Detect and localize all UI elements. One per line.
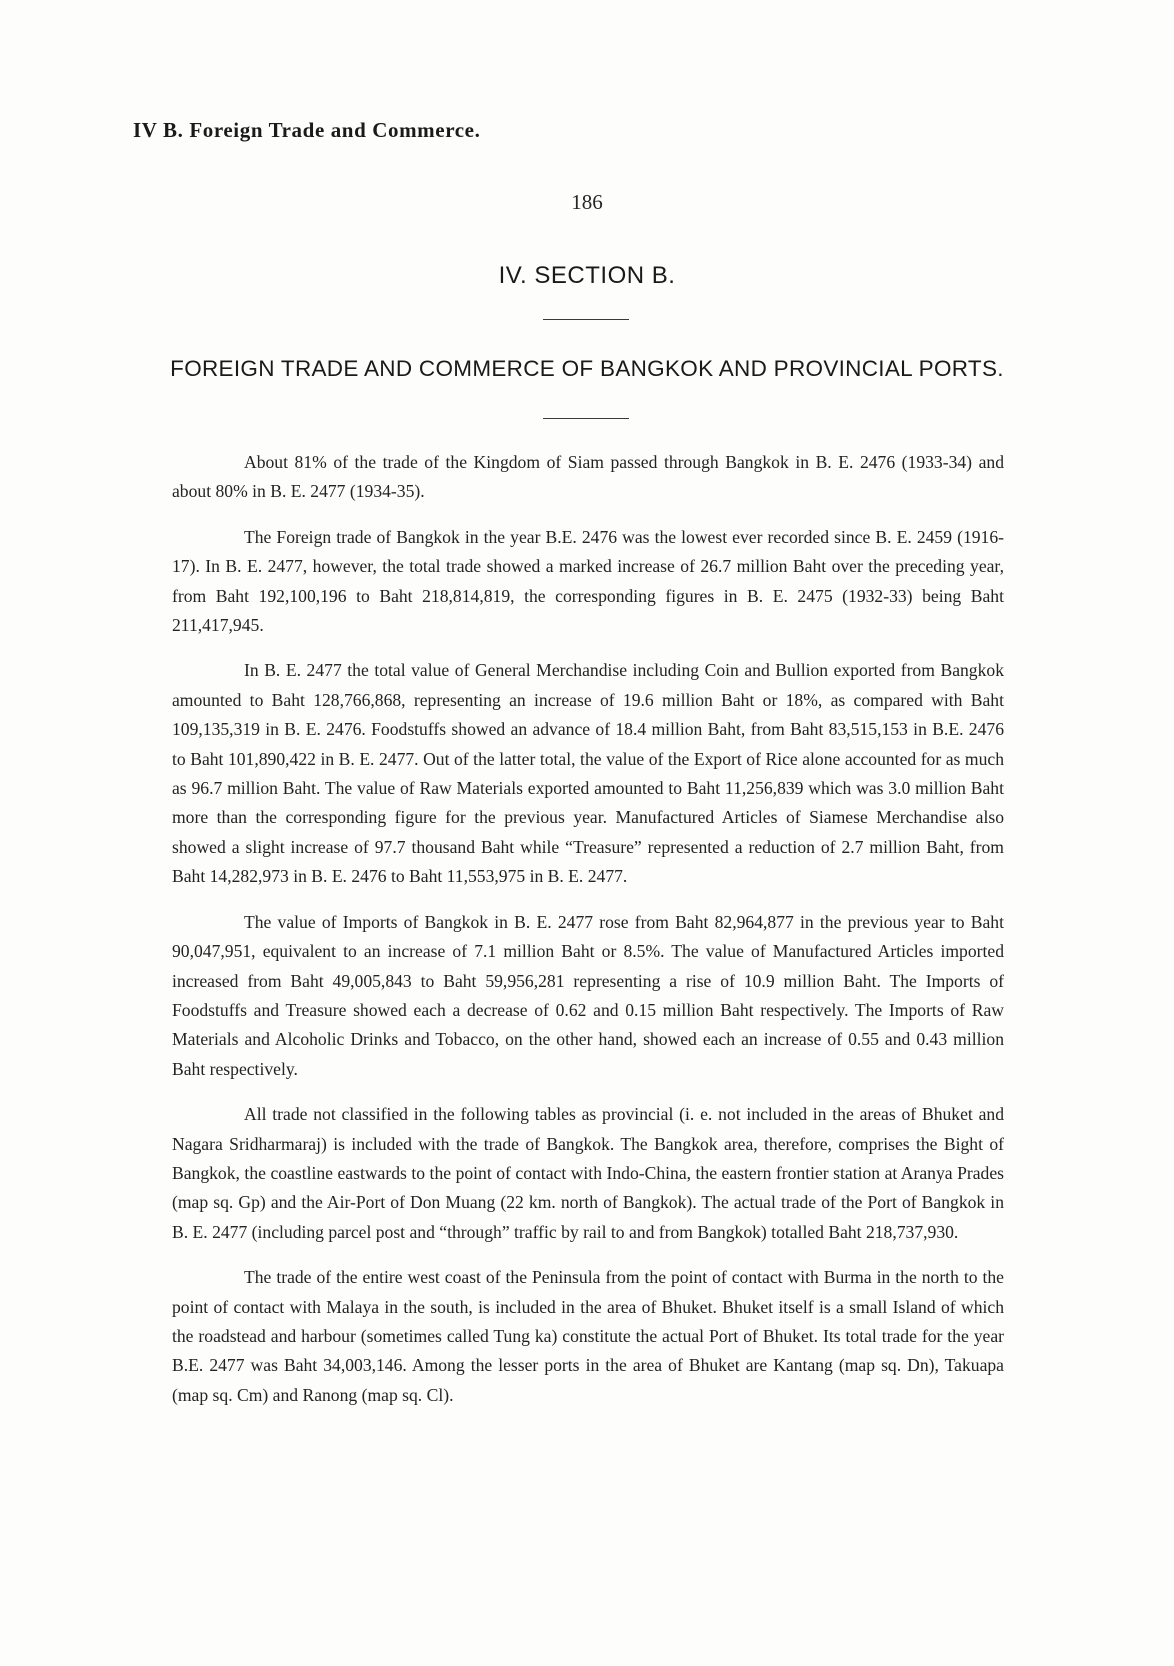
paragraph: The Foreign trade of Bangkok in the year B.E. 2476 was the lowest ever recorded since B. E. 2459 (1916-17). In B. E. 2477, however, the total trade showed a marked increase of 26.7 million Baht over the preceding year, from Baht 192,100,196 to Baht 218,814,819, the corresponding figures in B. E. 2475 (1932-33) being Baht 211,417,945. (172, 526, 1004, 636)
section-title: IV. SECTION B. (498, 262, 676, 289)
running-header: IV B. Foreign Trade and Commerce. (133, 118, 481, 142)
paragraph: About 81% of the trade of the Kingdom of Siam passed through Bangkok in B. E. 2476 (1933-34) and about 80% in B. E. 2477 (1934-35). (172, 452, 1004, 502)
body-text (172, 448, 1004, 1426)
paragraph: All trade not classified in the following tables as provincial (i. e. not included in the areas of Bhuket and Nagara Sridharmaraj) is included with the trade of Bangkok. The Bangkok area, therefore, comprises the Bight of Bangkok, the coastline eastwards to the point of contact with Indo-China, the eastern frontier station at Aranya Prades (map sq. Gp) and the Air-Port of Don Muang (22 km. north of Bangkok). The actual trade of the Port of Bangkok in B. E. 2477 (including parcel post and “through” traffic by rail to and from Bangkok) totalled Baht 218,737,930. (172, 1104, 1004, 1242)
paragraph: The trade of the entire west coast of the Peninsula from the point of contact with Burma in the north to the point of contact with Malaya in the south, is included in the area of Bhuket. Bhuket itself is a small Island of which the roadstead and harbour (sometimes called Tung ka) constitute the actual Port of Bhuket. Its total trade for the year B.E. 2477 was Baht 34,003,146. Among the lesser ports in the area of Bhuket are Kantang (map sq. Dn), Takuapa (map sq. Cm) and Ranong (map sq. Cl). (172, 1267, 1004, 1405)
paragraph: In B. E. 2477 the total value of General Merchandise including Coin and Bullion exported from Bangkok amounted to Baht 128,766,868, representing an increase of 19.6 million Baht or 18%, as compared with Baht 109,135,319 in B. E. 2476. Foodstuffs showed an advance of 18.4 million Baht, from Baht 83,515,153 in B.E. 2476 to Baht 101,890,422 in B. E. 2477. Out of the latter total, the value of the Export of Rice alone accounted for as much as 96.7 million Baht. The value of Raw Materials exported amounted to Baht 11,256,839 which was 3.0 million Baht more than the corresponding figure for the previous year. Manufactured Articles of Siamese Merchandise also showed a slight increase of 97.7 thousand Baht while “Treasure” represented a reduction of 2.7 million Baht, from Baht 14,282,973 in B. E. 2476 to Baht 11,553,975 in B. E. 2477. (172, 660, 1004, 887)
main-heading: FOREIGN TRADE AND COMMERCE OF BANGKOK AND PROVINCIAL PORTS. (170, 356, 1004, 381)
page-number: 186 (571, 190, 603, 214)
paragraph: The value of Imports of Bangkok in B. E. 2477 rose from Baht 82,964,877 in the previous year to Baht 90,047,951, equivalent to an increase of 7.1 million Baht or 8.5%. The value of Manufactured Articles imported increased from Baht 49,005,843 to Baht 59,956,281 representing a rise of 10.9 million Baht. The Imports of Foodstuffs and Treasure showed each a decrease of 0.62 and 0.15 million Baht respectively. The Imports of Raw Materials and Alcoholic Drinks and Tobacco, on the other hand, showed each an increase of 0.55 and 0.43 million Baht respectively. (172, 911, 1004, 1079)
divider-rule (543, 418, 629, 419)
divider-rule (543, 319, 629, 320)
